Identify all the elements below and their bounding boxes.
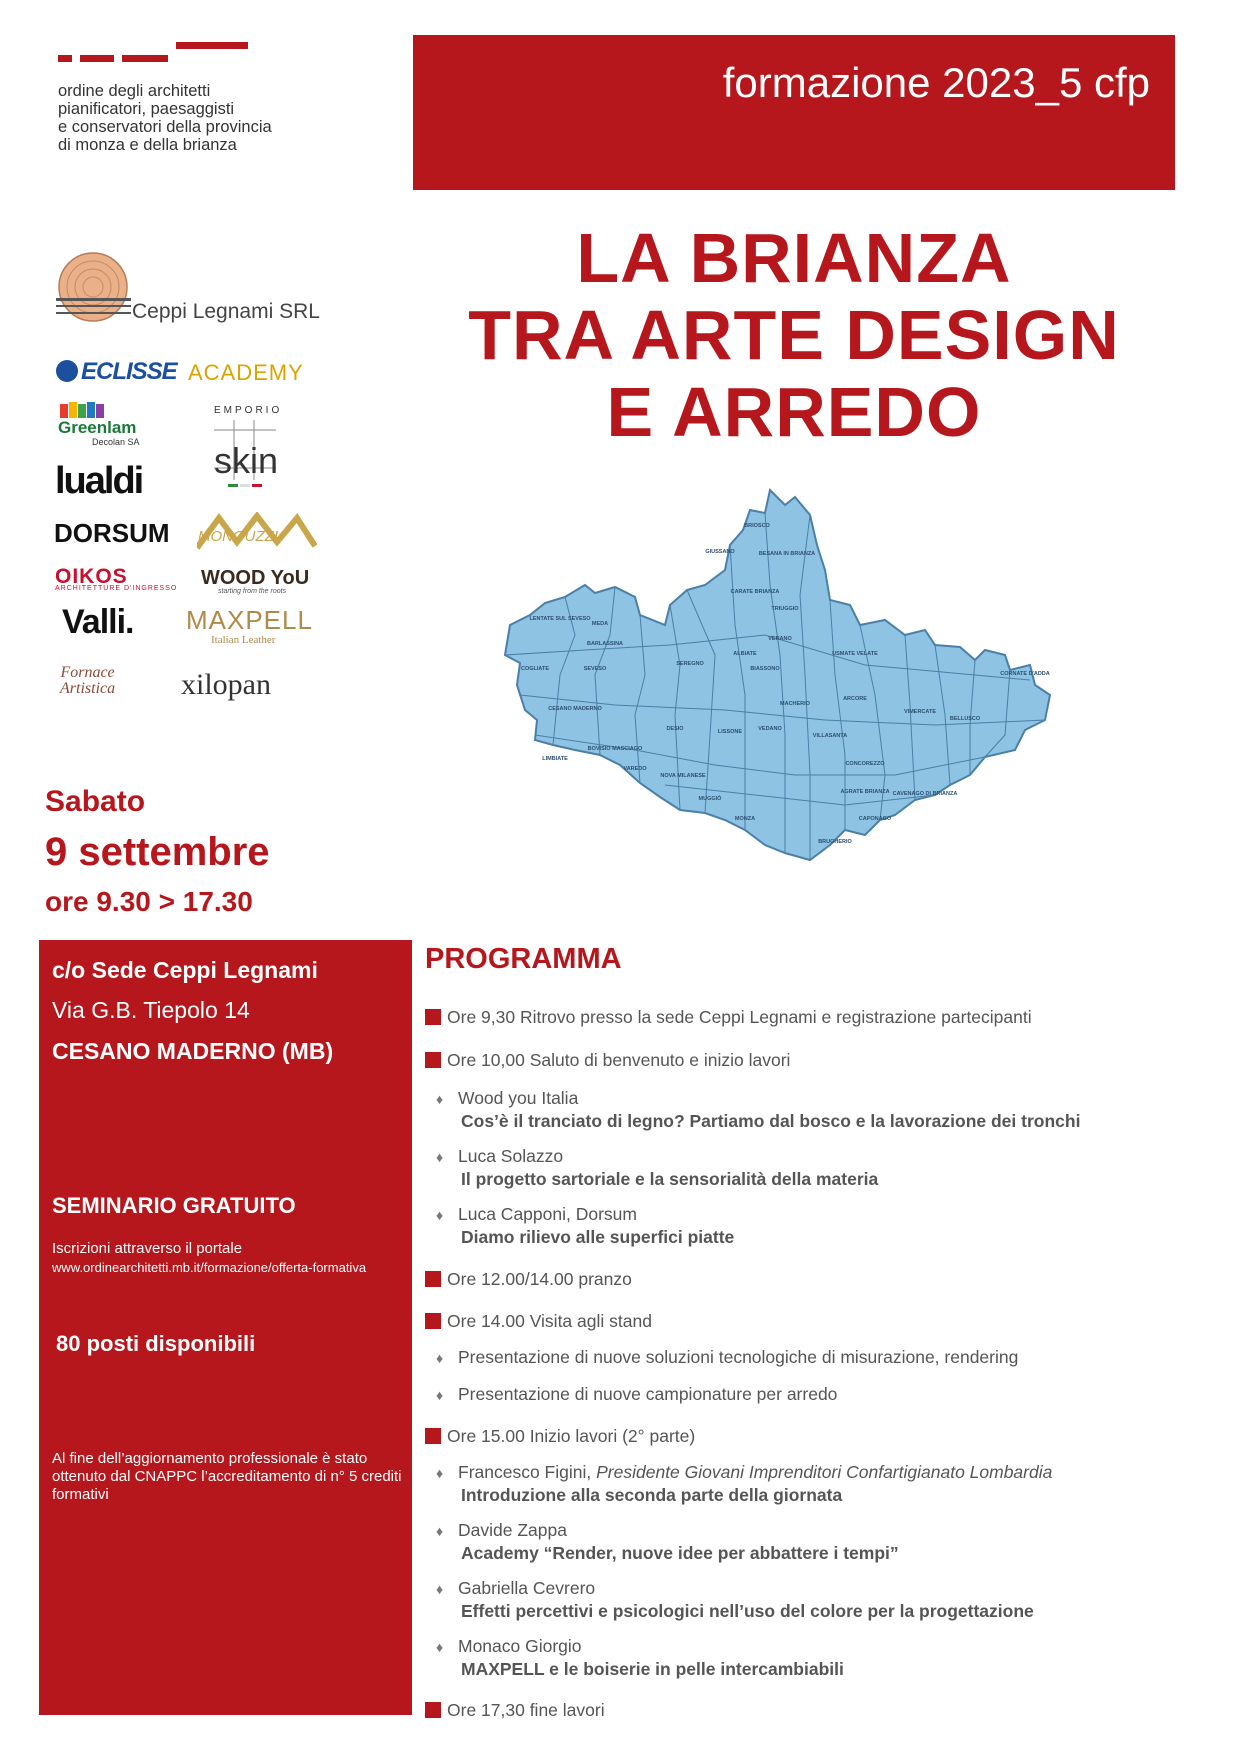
map-municipality-label: DESIO — [666, 726, 684, 732]
program-item — [425, 1007, 1032, 1028]
talk-title: Cos’è il tranciato di legno? Partiamo dal bosco e la lavorazione dei tronchi — [461, 1111, 1081, 1131]
map-municipality-label: MEDA — [591, 621, 609, 627]
program-subitem — [436, 1577, 1034, 1622]
square-bullet-icon — [425, 1702, 441, 1718]
program-item-text: Ore 12.00/14.00 pranzo — [447, 1269, 632, 1289]
info-sidebar — [39, 940, 412, 1715]
diamond-bullet-icon: ♦ — [436, 1091, 444, 1107]
order-line: ordine degli architetti — [58, 82, 211, 100]
map-municipality-label: TRIUGGIO — [771, 606, 799, 612]
diamond-bullet-icon: ♦ — [436, 1523, 444, 1539]
program-subitem — [436, 1461, 1052, 1506]
map-municipality-label: CESANO MADERNO — [548, 706, 602, 712]
map-municipality-label: USMATE VELATE — [832, 651, 878, 657]
map-municipality-label: BELLUSCO — [949, 716, 981, 722]
talk-title: Academy “Render, nuove idee per abbattere i tempi” — [461, 1543, 899, 1563]
dorsum-logo: DORSUM — [54, 518, 170, 548]
diamond-bullet-icon: ♦ — [436, 1207, 444, 1223]
academy-logo: ACADEMY — [188, 360, 304, 385]
map-municipality-label: VERANO — [768, 636, 792, 642]
program-item-text: Ore 14.00 Visita agli stand — [447, 1311, 652, 1331]
credits-note: Al fine dell’aggiornamento professionale è stato ottenuto dal CNAPPC l’accreditamento di n° 5 crediti formativi — [52, 1450, 402, 1503]
oikos-logo: OIKOS — [55, 565, 128, 588]
speaker-name: Davide Zappa — [458, 1520, 567, 1540]
oikos-subtitle: ARCHITETTURE D'INGRESSO — [55, 585, 178, 592]
speaker-name: Gabriella Cevrero — [458, 1578, 596, 1598]
skin-logo: skin — [214, 440, 279, 481]
seats-available: 80 posti disponibili — [56, 1331, 256, 1356]
map-municipality-label: BOVISIO MASCIAGO — [587, 746, 643, 752]
xilopan-logo: xilopan — [181, 668, 271, 701]
venue-street: Via G.B. Tiepolo 14 — [52, 997, 250, 1023]
seminar-free-label: SEMINARIO GRATUITO — [52, 1193, 296, 1218]
program-item — [425, 1426, 695, 1447]
activity-text: Presentazione di nuove soluzioni tecnologiche di misurazione, rendering — [458, 1347, 1019, 1367]
square-bullet-icon — [425, 1313, 441, 1329]
ceppi-log-icon — [56, 250, 131, 325]
venue-name: c/o Sede Ceppi Legnami — [52, 957, 318, 983]
diamond-bullet-icon: ♦ — [436, 1350, 444, 1366]
title-line: LA BRIANZA — [576, 219, 1012, 297]
event-hours: ore 9.30 > 17.30 — [45, 886, 253, 917]
diamond-bullet-icon: ♦ — [436, 1149, 444, 1165]
diamond-bullet-icon: ♦ — [436, 1387, 444, 1403]
map-municipality-label: CORNATE D'ADDA — [1000, 671, 1050, 677]
program-item — [425, 1311, 652, 1332]
map-outline — [505, 490, 1050, 860]
program-subitem — [436, 1519, 899, 1564]
program-subitem — [436, 1346, 1018, 1369]
talk-title: MAXPELL e le boiserie in pelle intercambiabili — [461, 1659, 844, 1679]
eclisse-text: ECLISSE — [81, 358, 177, 385]
map-municipality-label: CAVENAGO DI BRIANZA — [892, 791, 958, 797]
order-logo-mark — [58, 42, 248, 68]
map-municipality-label: BIASSONO — [750, 666, 780, 672]
order-line: di monza e della brianza — [58, 136, 237, 154]
woodyou-subtitle: starting from the roots — [218, 588, 287, 595]
fornace-artistica-logo — [60, 665, 115, 697]
map-municipality-label: ALBIATE — [733, 651, 757, 657]
valli-logo: Valli. — [62, 603, 134, 641]
map-municipality-label: SEVESO — [583, 666, 607, 672]
square-bullet-icon — [425, 1271, 441, 1287]
map-municipality-label: NOVA MILANESE — [660, 773, 706, 779]
map-municipality-label: LISSONE — [717, 729, 743, 735]
formation-banner — [413, 35, 1175, 190]
order-line: e conservatori della provincia — [58, 118, 272, 136]
diamond-bullet-icon: ♦ — [436, 1465, 444, 1481]
map-municipality-label: COGLIATE — [520, 666, 550, 672]
program-subitem — [436, 1203, 734, 1248]
map-municipality-label: MONZA — [734, 816, 756, 822]
map-municipality-label: ARCORE — [843, 696, 867, 702]
map-municipality-label: CARATE BRIANZA — [730, 589, 780, 595]
map-municipality-label: LIMBIATE — [542, 756, 568, 762]
program-item — [425, 1700, 605, 1721]
diamond-bullet-icon: ♦ — [436, 1639, 444, 1655]
eclisse-logo — [56, 358, 177, 386]
map-municipality-label: LENTATE SUL SEVESO — [529, 616, 591, 622]
talk-title: Effetti percettivi e psicologici nell’uso del colore per la progettazione — [461, 1601, 1034, 1621]
speaker-role: Presidente Giovani Imprenditori Confartigianato Lombardia — [596, 1462, 1053, 1482]
speaker-name: Wood you Italia — [458, 1088, 579, 1108]
title-line: E ARREDO — [606, 373, 982, 451]
woodyou-logo: WOOD YoU — [201, 567, 310, 589]
formation-label: formazione 2023_5 cfp — [722, 59, 1150, 106]
maxpell-subtitle: Italian Leather — [211, 634, 276, 646]
program-subitem — [436, 1635, 844, 1680]
map-municipality-label: GIUSSANO — [705, 549, 735, 555]
greenlam-subtitle: Decolan SA — [92, 437, 140, 447]
program-item-text: Ore 9,30 Ritrovo presso la sede Ceppi Legnami e registrazione partecipanti — [447, 1007, 1032, 1027]
greenlam-fan-icon — [60, 402, 110, 418]
map-municipality-label: VAREDO — [623, 766, 647, 772]
map-municipality-label: CONCOREZZO — [845, 761, 885, 767]
ceppi-legnami-logo: Ceppi Legnami SRL — [132, 300, 320, 323]
map-municipality-label: BRIOSCO — [744, 523, 770, 529]
square-bullet-icon — [425, 1428, 441, 1444]
program-subitem — [436, 1145, 878, 1190]
square-bullet-icon — [425, 1009, 441, 1025]
map-municipality-label: CAPONAGO — [858, 816, 892, 822]
activity-text: Presentazione di nuove campionature per arredo — [458, 1384, 838, 1404]
map-municipality-label: VEDANO — [758, 726, 782, 732]
speaker-name: Francesco Figini, — [458, 1462, 592, 1482]
venue-city: CESANO MADERNO (MB) — [52, 1038, 334, 1064]
registration-note: Iscrizioni attraverso il portale — [52, 1240, 243, 1257]
fornace-line: Artistica — [60, 680, 116, 697]
event-day: Sabato — [45, 785, 146, 818]
brianza-map — [465, 475, 1080, 900]
speaker-name: Luca Capponi, Dorsum — [458, 1204, 637, 1224]
program-item-text: Ore 10,00 Saluto di benvenuto e inizio lavori — [447, 1050, 791, 1070]
talk-title: Diamo rilievo alle superfici piatte — [461, 1227, 735, 1247]
monguzzi-logo: MONGUZZI — [198, 528, 278, 545]
event-title — [413, 220, 1175, 451]
map-municipality-label: VILLASANTA — [812, 733, 848, 739]
map-municipality-label: AGRATE BRIANZA — [840, 789, 890, 795]
greenlam-logo: Greenlam — [58, 418, 137, 437]
order-line: pianificatori, paesaggisti — [58, 100, 235, 118]
title-line: TRA ARTE DESIGN — [468, 296, 1120, 374]
map-municipality-label: MACHERIO — [780, 701, 810, 707]
lualdi-logo: lualdi — [55, 460, 143, 502]
square-bullet-icon — [425, 1052, 441, 1068]
map-municipality-label: BESANA IN BRIANZA — [758, 551, 816, 557]
event-date: 9 settembre — [45, 830, 270, 874]
talk-title: Introduzione alla seconda parte della giornata — [461, 1485, 843, 1505]
order-name — [58, 82, 272, 154]
program-item — [425, 1050, 790, 1071]
emporio-label: EMPORIO — [214, 405, 283, 416]
map-municipality-label: MUGGIÒ — [698, 796, 722, 802]
talk-title: Il progetto sartoriale e la sensorialità della materia — [461, 1169, 879, 1189]
map-municipality-label: BRUGHERIO — [818, 839, 852, 845]
maxpell-logo: MAXPELL — [186, 605, 313, 635]
registration-link[interactable]: www.ordinearchitetti.mb.it/formazione/offerta-formativa — [52, 1260, 367, 1275]
program-subitem — [436, 1087, 1080, 1132]
program-title: PROGRAMMA — [425, 943, 622, 975]
program-subitem — [436, 1383, 837, 1406]
speaker-name: Monaco Giorgio — [458, 1636, 582, 1656]
eclisse-globe-icon — [56, 360, 78, 382]
speaker-name: Luca Solazzo — [458, 1146, 564, 1166]
diamond-bullet-icon: ♦ — [436, 1581, 444, 1597]
program-item-text: Ore 17,30 fine lavori — [447, 1700, 605, 1720]
program-item — [425, 1269, 632, 1290]
program-item-text: Ore 15.00 Inizio lavori (2° parte) — [447, 1426, 696, 1446]
map-municipality-label: SEREGNO — [676, 661, 704, 667]
map-municipality-label: BARLASSINA — [586, 641, 624, 647]
fornace-line: Fornace — [60, 664, 115, 681]
map-municipality-label: VIMERCATE — [904, 709, 936, 715]
